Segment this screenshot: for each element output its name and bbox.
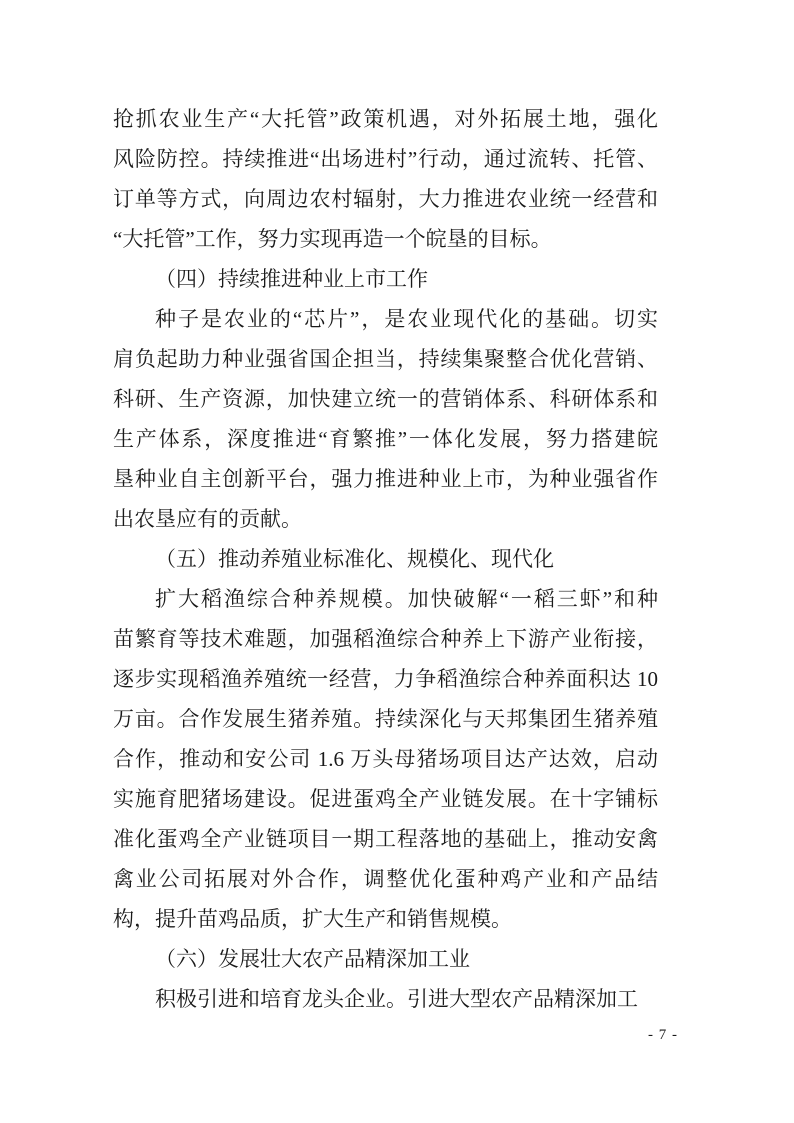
text-line: 垦种业自主创新平台，强力推进种业上市，为种业强省作 bbox=[113, 467, 658, 491]
text-line: （六）发展壮大农产品精深加工业 bbox=[155, 947, 470, 971]
text-line: 科研、生产资源，加快建立统一的营销体系、科研体系和 bbox=[113, 387, 658, 411]
text-line: 扩大稻渔综合种养规模。加快破解“一稻三虾”和种 bbox=[155, 587, 658, 611]
paragraph bbox=[113, 579, 658, 939]
section-heading bbox=[113, 539, 658, 579]
text-block bbox=[113, 99, 658, 1019]
paragraph bbox=[113, 299, 658, 539]
text-line: 实施育肥猪场建设。促进蛋鸡全产业链发展。在十字铺标 bbox=[113, 787, 658, 811]
text-line: 苗繁育等技术难题，加强稻渔综合种养上下游产业衔接， bbox=[113, 627, 658, 651]
text-line: 准化蛋鸡全产业链项目一期工程落地的基础上，推动安禽 bbox=[113, 827, 658, 851]
paragraph bbox=[113, 99, 658, 259]
text-line: 肩负起助力种业强省国企担当，持续集聚整合优化营销、 bbox=[113, 347, 658, 371]
section-heading bbox=[113, 259, 658, 299]
text-line: （四）持续推进种业上市工作 bbox=[155, 267, 428, 291]
text-line: （五）推动养殖业标准化、规模化、现代化 bbox=[155, 547, 554, 571]
paragraph bbox=[113, 979, 658, 1019]
text-line: 种子是农业的“芯片”，是农业现代化的基础。切实 bbox=[155, 307, 658, 331]
text-line: 风险防控。持续推进“出场进村”行动，通过流转、托管、 bbox=[113, 147, 658, 171]
section-heading bbox=[113, 939, 658, 979]
text-line: 万亩。合作发展生猪养殖。持续深化与天邦集团生猪养殖 bbox=[113, 707, 658, 731]
text-line: 构，提升苗鸡品质，扩大生产和销售规模。 bbox=[113, 907, 512, 931]
text-line: 禽业公司拓展对外合作，调整优化蛋种鸡产业和产品结 bbox=[113, 867, 658, 891]
text-line: 积极引进和培育龙头企业。引进大型农产品精深加工 bbox=[155, 987, 638, 1011]
text-line: 订单等方式，向周边农村辐射，大力推进农业统一经营和 bbox=[113, 187, 658, 211]
text-line: “大托管”工作，努力实现再造一个皖垦的目标。 bbox=[113, 227, 552, 251]
text-line: 合作，推动和安公司 1.6 万头母猪场项目达产达效，启动 bbox=[113, 747, 658, 771]
text-line: 逐步实现稻渔养殖统一经营，力争稻渔综合种养面积达 10 bbox=[113, 667, 658, 691]
text-line: 抢抓农业生产“大托管”政策机遇，对外拓展土地，强化 bbox=[113, 107, 658, 131]
text-line: 出农垦应有的贡献。 bbox=[113, 507, 302, 531]
page-number: - 7 - bbox=[648, 1027, 678, 1043]
text-line: 生产体系，深度推进“育繁推”一体化发展，努力搭建皖 bbox=[113, 427, 658, 451]
